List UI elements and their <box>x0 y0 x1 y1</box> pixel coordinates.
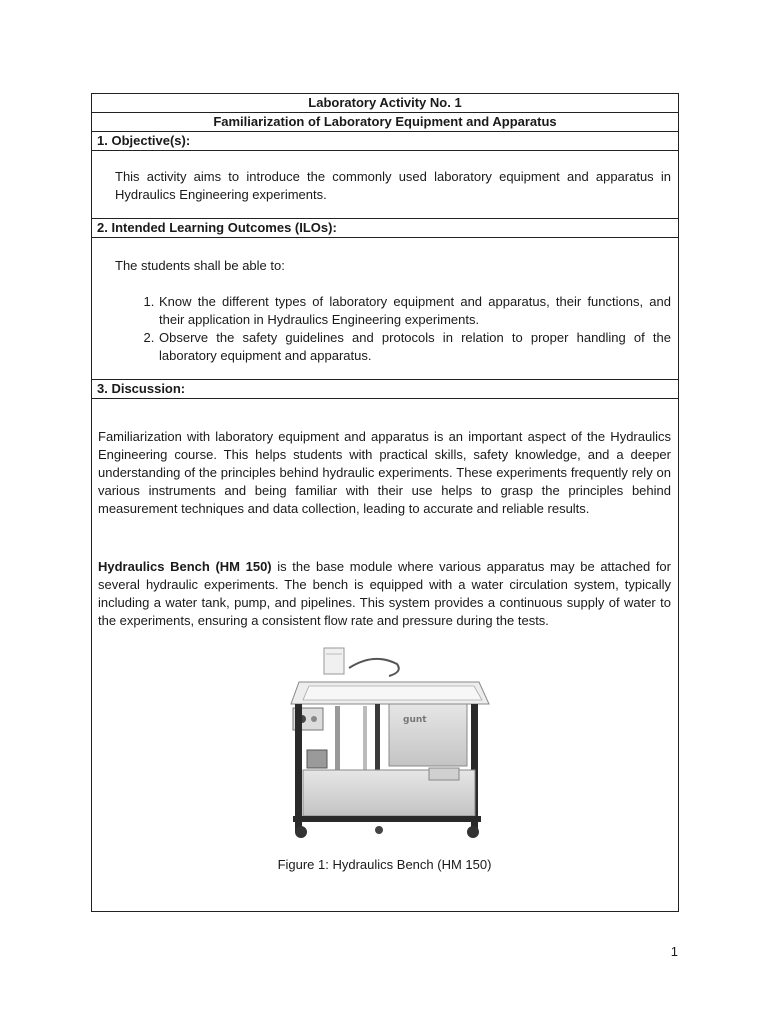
discussion-heading: 3. Discussion: <box>92 380 678 399</box>
ilos-body <box>92 238 678 380</box>
objectives-heading: 1. Objective(s): <box>92 132 678 151</box>
ilo-item: 1. Know the different types of laboratory equipment and apparatus, their functions, and their application in Hydraulics Engineering experiments. <box>158 293 671 329</box>
ilos-intro: The students shall be able to: <box>115 258 285 273</box>
gunt-logo: gunt <box>402 715 427 725</box>
ilo-item: 2. Observe the safety guidelines and protocols in relation to proper handling of the laboratory equipment and apparatus. <box>158 329 671 365</box>
activity-subtitle: Familiarization of Laboratory Equipment and Apparatus <box>92 113 678 132</box>
hydraulics-bench-term: Hydraulics Bench (HM 150) <box>98 559 272 574</box>
activity-title: Laboratory Activity No. 1 <box>92 94 678 113</box>
ilos-heading: 2. Intended Learning Outcomes (ILOs): <box>92 219 678 238</box>
page-number: 1 <box>670 944 678 959</box>
discussion-paragraph-2 <box>98 558 671 630</box>
hydraulics-bench-description: is the base module where various apparatus may be attached for several hydraulic experiments. The bench is equipped with a water circulation system, typically including a water tank, pump, and pipelines. This system provides a continuous supply of water to the experiments, ensuring a consistent flow rate and pressure during the tests. <box>98 559 671 628</box>
activity-table <box>91 93 679 912</box>
objectives-text: This activity aims to introduce the commonly used laboratory equipment and apparatus in Hydraulics Engineering experiments. <box>115 169 671 202</box>
discussion-paragraph-1: Familiarization with laboratory equipment and apparatus is an important aspect of the Hydraulics Engineering course. This helps students with practical skills, safety knowledge, and a deeper understanding of the principles behind hydraulic experiments. These experiments frequently rely on various instruments and being familiar with their use helps to grasp the principles behind measurement techniques and data collection, leading to accurate and reliable results. <box>98 429 671 516</box>
ilos-list <box>115 293 671 365</box>
figure-caption: Figure 1: Hydraulics Bench (HM 150) <box>277 857 492 872</box>
hydraulics-bench-image <box>279 646 491 842</box>
discussion-body <box>92 399 678 911</box>
objectives-body <box>92 151 678 219</box>
